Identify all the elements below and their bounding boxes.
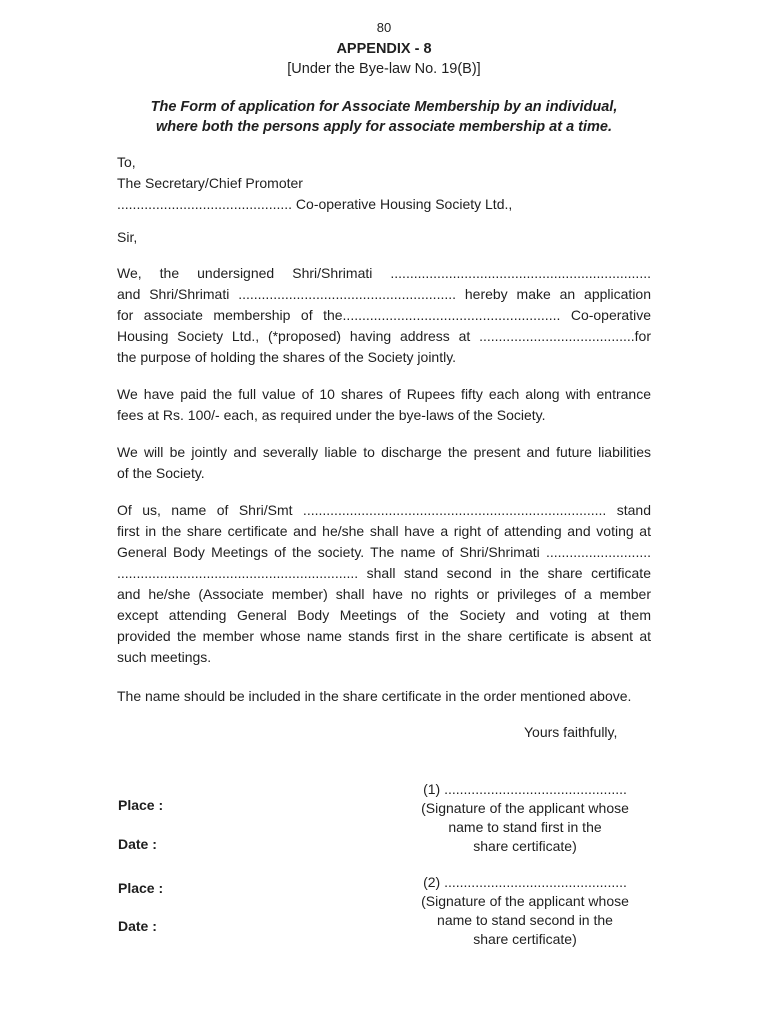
appendix-title: APPENDIX - 8	[336, 41, 432, 57]
addressee-society: ............................................. Co-operative Housing Society Ltd.,	[117, 196, 513, 212]
signature-line: (2) ...............................................	[423, 874, 627, 890]
paragraph-line: Of us, name of Shri/Smt .............................................................................. stand	[117, 502, 651, 518]
form-title	[0, 97, 768, 137]
paragraph-line: Housing Society Ltd., (*proposed) having address at ........................................for	[117, 328, 651, 344]
paragraph-line: We have paid the full value of 10 shares of Rupees fifty each along with entrance	[117, 386, 651, 402]
paragraph-line: fees at Rs. 100/- each, as required under the bye-laws of the Society.	[117, 407, 546, 423]
page-number: 80	[376, 20, 392, 35]
paragraph-payment	[117, 384, 651, 426]
date-label: Date :	[118, 836, 157, 852]
signature-caption: (Signature of the applicant whose	[421, 893, 629, 909]
date-label: Date :	[118, 918, 157, 934]
paragraph-inclusion: The name should be included in the share certificate in the order mentioned above.	[117, 688, 632, 704]
paragraph-line: and he/she (Associate member) shall have no rights or privileges of a member	[117, 586, 651, 602]
signature-caption: name to stand second in the	[437, 912, 613, 928]
signature-block-second	[405, 873, 645, 949]
form-title-line: where both the persons apply for associate membership at a time.	[155, 119, 613, 135]
signature-caption: share certificate)	[473, 838, 577, 854]
paragraph-line: for associate membership of the........................................................ Co-operative	[117, 307, 651, 323]
salutation: Sir,	[117, 229, 138, 245]
paragraph-line: General Body Meetings of the society. The name of Shri/Shrimati ...........................	[117, 544, 651, 560]
paragraph-line: the purpose of holding the shares of the Society jointly.	[117, 349, 457, 365]
paragraph-line: and Shri/Shrimati ........................................................ hereby make an application	[117, 286, 651, 302]
paragraph-line: We, the undersigned Shri/Shrimati ...................................................................	[117, 265, 651, 281]
addressee-to: To,	[117, 154, 136, 170]
paragraph-liability	[117, 442, 651, 484]
place-label: Place :	[118, 880, 164, 896]
closing: Yours faithfully,	[524, 724, 618, 740]
place-label: Place :	[118, 797, 164, 813]
paragraph-line: such meetings.	[117, 649, 212, 665]
paragraph-order	[117, 500, 651, 668]
signature-caption: (Signature of the applicant whose	[421, 800, 629, 816]
paragraph-line: except attending General Body Meetings of the Society and voting at them	[117, 607, 651, 623]
signature-line: (1) ...............................................	[423, 781, 627, 797]
paragraph-line: .............................................................. shall stand second in the share certificate	[117, 565, 651, 581]
paragraph-line: first in the share certificate and he/she shall have a right of attending and voting at	[117, 523, 651, 539]
signature-caption: share certificate)	[473, 931, 577, 947]
bye-law-reference: [Under the Bye-law No. 19(B)]	[287, 61, 481, 77]
addressee-recipient: The Secretary/Chief Promoter	[117, 175, 303, 191]
paragraph-line: provided the member whose name stands first in the share certificate is absent at	[117, 628, 651, 644]
paragraph-application	[117, 263, 651, 368]
signature-caption: name to stand first in the	[448, 819, 602, 835]
paragraph-line: of the Society.	[117, 465, 205, 481]
form-title-line: The Form of application for Associate Membership by an individual,	[150, 99, 618, 115]
addressee-block	[117, 152, 651, 215]
paragraph-line: We will be jointly and severally liable to discharge the present and future liabilities	[117, 444, 651, 460]
signature-block-first	[405, 780, 645, 856]
